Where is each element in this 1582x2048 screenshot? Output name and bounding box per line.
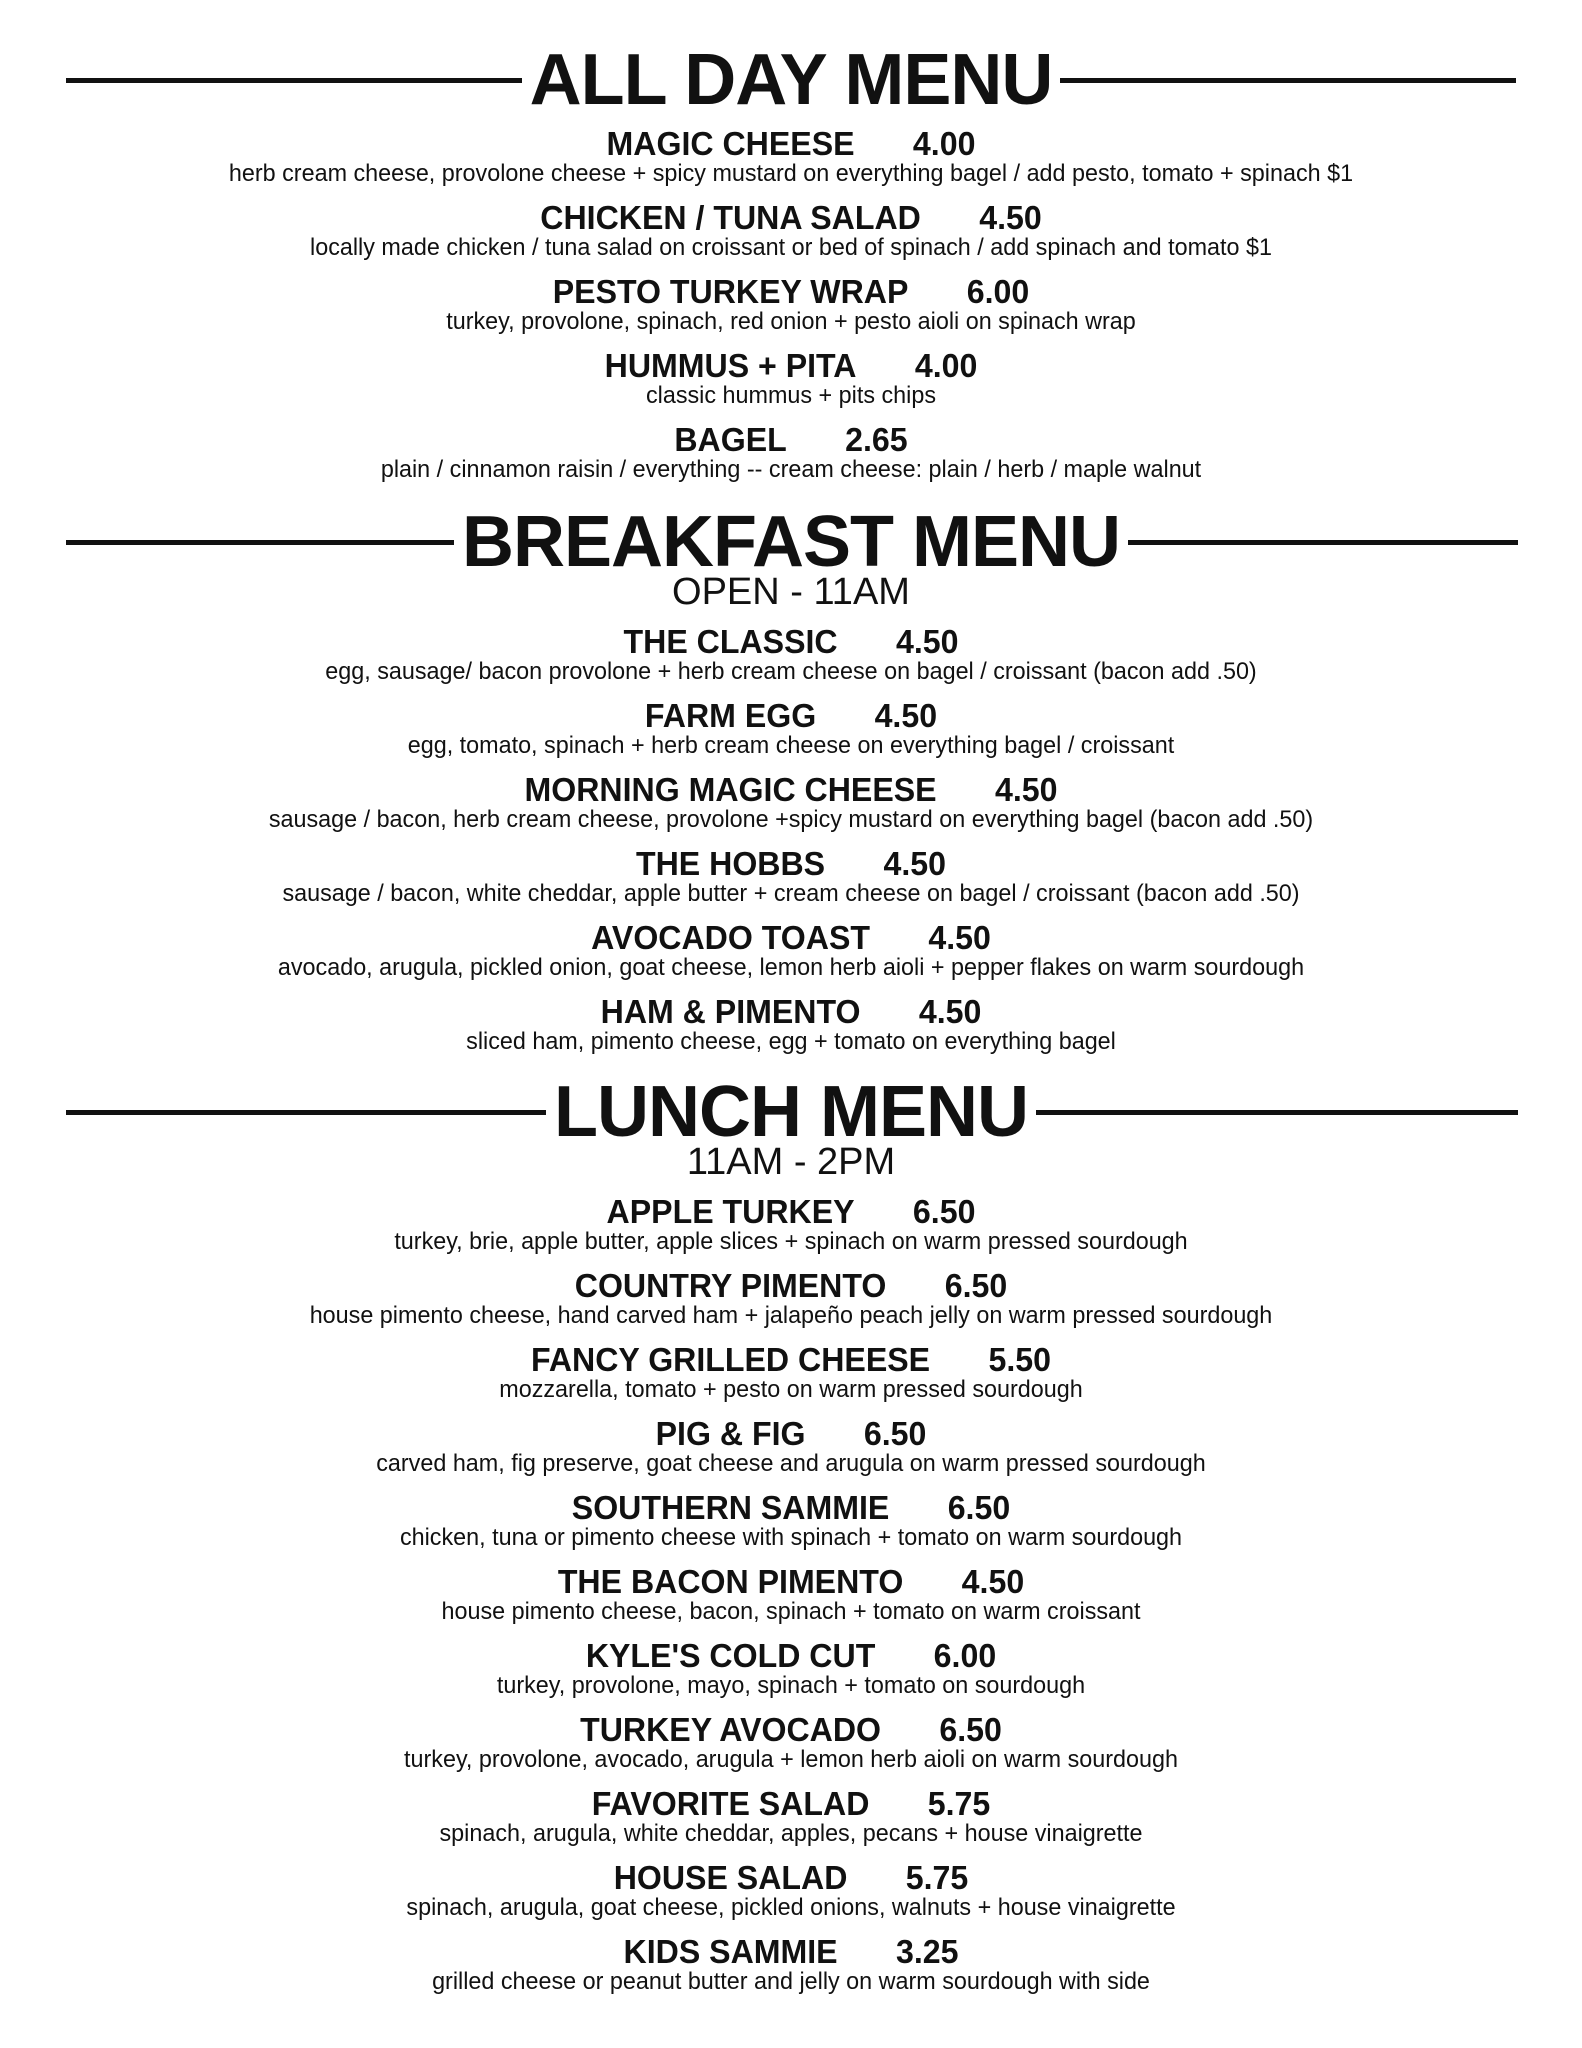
item-description: turkey, brie, apple butter, apple slices + spinach on warm pressed sourdough [394,1228,1188,1255]
item-description: egg, tomato, spinach + herb cream cheese on everything bagel / croissant [407,732,1175,759]
menu-item [0,272,1582,346]
item-description: sausage / bacon, white cheddar, apple butter + cream cheese on bagel / croissant (bacon add .50) [282,880,1300,907]
item-name: APPLE TURKEY [606,1193,855,1230]
menu-item [0,844,1582,918]
item-description: spinach, arugula, white cheddar, apples, pecans + house vinaigrette [439,1820,1143,1847]
item-price: 4.50 [895,623,959,660]
item-description: turkey, provolone, avocado, arugula + lemon herb aioli on warm sourdough [404,1746,1178,1773]
menu-item [0,622,1582,696]
item-description: spinach, arugula, goat cheese, pickled onions, walnuts + house vinaigrette [406,1894,1176,1921]
item-name: THE HOBBS [636,845,826,882]
item-price: 6.50 [912,1193,976,1230]
all-day-items [0,124,1582,494]
item-price: 6.50 [863,1415,927,1452]
section-title: LUNCH MENU [546,1072,1036,1152]
item-name: PESTO TURKEY WRAP [552,273,909,310]
item-price: 2.65 [845,421,908,458]
item-price: 4.50 [928,919,991,956]
item-name: FANCY GRILLED CHEESE [531,1341,931,1378]
menu-item [0,124,1582,198]
item-price: 6.00 [933,1637,997,1674]
item-name: PIG & FIG [655,1415,806,1452]
item-description: herb cream cheese, provolone cheese + spicy mustard on everything bagel / add pesto, tomato + spinach $1 [228,160,1354,187]
item-price: 5.75 [927,1785,991,1822]
item-name: FAVORITE SALAD [591,1785,870,1822]
item-name: AVOCADO TOAST [591,919,870,956]
item-name: TURKEY AVOCADO [580,1711,882,1748]
item-description: carved ham, fig preserve, goat cheese and arugula on warm pressed sourdough [376,1450,1206,1477]
item-price: 4.50 [961,1563,1025,1600]
menu-item [0,1266,1582,1340]
item-description: grilled cheese or peanut butter and jelly on warm sourdough with side [432,1968,1150,1995]
item-name: CHICKEN / TUNA SALAD [540,199,921,236]
item-price: 4.00 [914,347,978,384]
item-description: locally made chicken / tuna salad on croissant or bed of spinach / add spinach and tomato $1 [310,234,1272,261]
item-description: classic hummus + pits chips [645,382,937,409]
section-subtitle: 11AM - 2PM [686,1141,896,1183]
item-price: 3.25 [895,1933,959,1970]
all-day-header [0,40,1582,120]
item-name: MAGIC CHEESE [606,125,855,162]
item-name: FARM EGG [644,697,817,734]
menu-item [0,1414,1582,1488]
menu-item [0,918,1582,992]
item-name: BAGEL [674,421,787,458]
item-description: turkey, provolone, mayo, spinach + tomato on sourdough [496,1672,1086,1699]
item-description: turkey, provolone, spinach, red onion + pesto aioli on spinach wrap [446,308,1136,335]
item-description: mozzarella, tomato + pesto on warm pressed sourdough [499,1376,1083,1403]
item-description: sausage / bacon, herb cream cheese, provolone +spicy mustard on everything bagel (bacon add .50) [268,806,1314,833]
item-price: 6.00 [966,273,1030,310]
menu-item [0,420,1582,494]
item-price: 6.50 [947,1489,1011,1526]
item-price: 4.00 [912,125,976,162]
section-title: BREAKFAST MENU [454,502,1128,582]
item-price: 4.50 [883,845,946,882]
item-name: HUMMUS + PITA [604,347,857,384]
item-price: 4.50 [994,771,1058,808]
breakfast-items [0,622,1582,1066]
item-name: KIDS SAMMIE [623,1933,838,1970]
section-subtitle: OPEN - 11AM [672,571,910,613]
item-name: SOUTHERN SAMMIE [571,1489,890,1526]
header-rule-left [66,78,524,83]
menu-item [0,1340,1582,1414]
header-rule-left [66,1110,546,1115]
item-price: 4.50 [918,993,982,1030]
item-name: HOUSE SALAD [613,1859,848,1896]
header-rule-right [1098,540,1518,545]
menu-item [0,1858,1582,1932]
menu-item [0,770,1582,844]
item-price: 5.50 [988,1341,1051,1378]
menu-item [0,696,1582,770]
item-name: KYLE'S COLD CUT [585,1637,876,1674]
item-description: plain / cinnamon raisin / everything -- cream cheese: plain / herb / maple walnut [380,456,1202,483]
header-rule-left [66,540,484,545]
menu-item [0,1488,1582,1562]
item-description: chicken, tuna or pimento cheese with spinach + tomato on warm sourdough [399,1524,1183,1551]
item-description: house pimento cheese, hand carved ham + jalapeño peach jelly on warm pressed sourdough [309,1302,1273,1329]
menu-item [0,992,1582,1066]
menu-item [0,1784,1582,1858]
lunch-items [0,1192,1582,2006]
item-name: COUNTRY PIMENTO [574,1267,887,1304]
menu-item [0,1562,1582,1636]
item-price: 6.50 [939,1711,1002,1748]
menu-item [0,1636,1582,1710]
section-title: ALL DAY MENU [522,40,1061,120]
menu-item [0,1710,1582,1784]
item-description: house pimento cheese, bacon, spinach + tomato on warm croissant [441,1598,1141,1625]
menu-item [0,198,1582,272]
item-description: avocado, arugula, pickled onion, goat cheese, lemon herb aioli + pepper flakes on warm sourdough [277,954,1305,981]
item-price: 5.75 [905,1859,969,1896]
header-rule-right [1058,78,1516,83]
menu-item [0,1932,1582,2006]
item-price: 4.50 [979,199,1042,236]
item-name: THE BACON PIMENTO [557,1563,904,1600]
item-description: egg, sausage/ bacon provolone + herb cream cheese on bagel / croissant (bacon add .50) [325,658,1257,685]
menu-item [0,1192,1582,1266]
item-price: 6.50 [944,1267,1008,1304]
menu-item [0,346,1582,420]
item-name: HAM & PIMENTO [600,993,861,1030]
item-name: THE CLASSIC [623,623,838,660]
header-rule-right [1034,1110,1518,1115]
item-name: MORNING MAGIC CHEESE [524,771,937,808]
item-price: 4.50 [874,697,938,734]
item-description: sliced ham, pimento cheese, egg + tomato on everything bagel [466,1028,1116,1055]
